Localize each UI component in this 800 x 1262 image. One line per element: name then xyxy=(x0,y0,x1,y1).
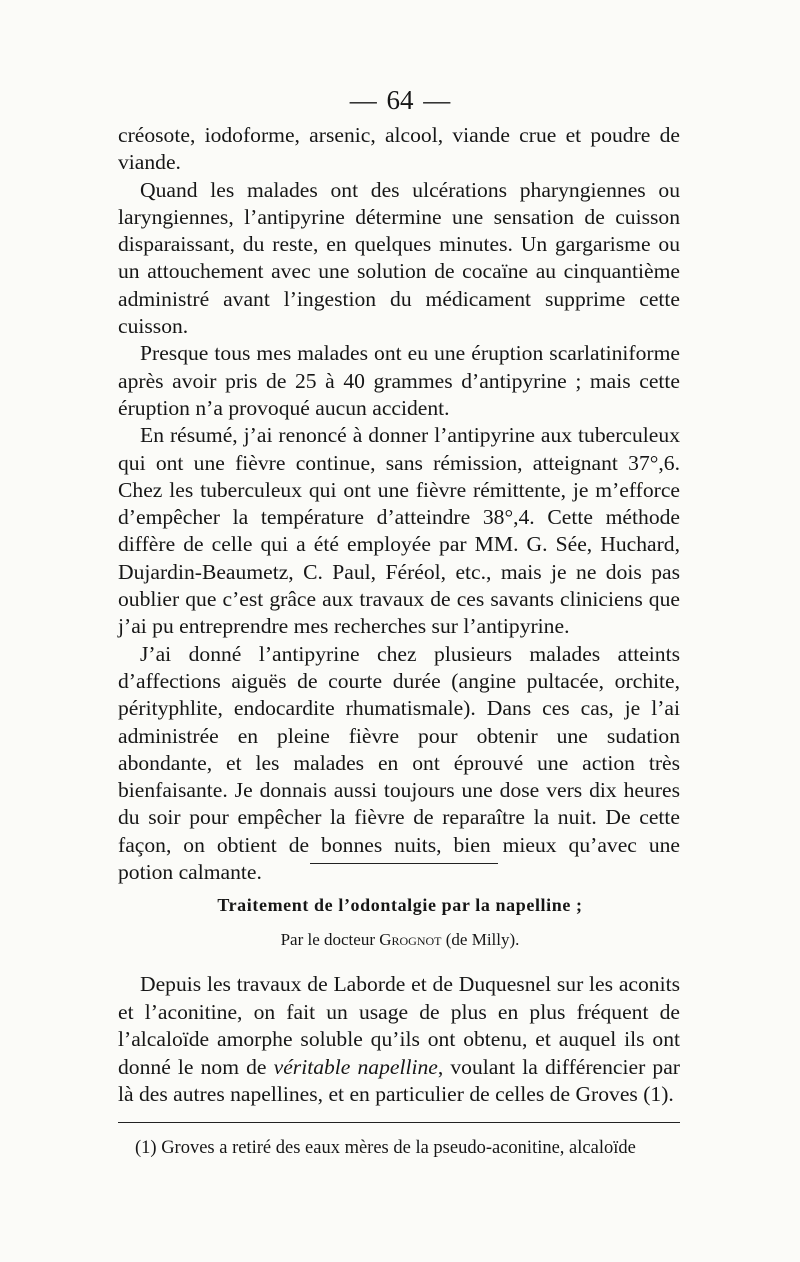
section-divider xyxy=(310,863,498,864)
paragraph-text: Depuis les travaux de Laborde et de Duquesnel sur les aconits et l’aconitine, on fait un usage de plus en plus fréquent de l’alcaloïde amorphe soluble qu’ils ont obtenu, et auquel ils ont donné le nom de xyxy=(118,972,680,1079)
paragraph: créosote, iodoforme, arsenic, alcool, viande crue et poudre de viande. xyxy=(118,123,680,175)
paragraph: Quand les malades ont des ulcérations pharyngiennes ou laryngiennes, l’antipyrine détermine une sensation de cuisson disparaissant, du reste, en quelques minutes. Un gargarisme ou un attouchement avec une solution de cocaïne au cinquantième administré avant l’ingestion du médicament supprime cette cuisson. xyxy=(118,177,680,339)
section-title: Traitement de l’odontalgie par la napelline ; xyxy=(217,895,583,915)
paragraph: En résumé, j’ai renoncé à donner l’antipyrine aux tuberculeux qui ont une fièvre continue, sans rémission, atteignant 37°,6. Chez les tuberculeux qui ont une fièvre rémittente, je m’efforce d’empêcher la température d’atteindre 38°,4. Cette méthode diffère de celle qui a été employée par MM. G. Sée, Huchard, Dujardin-Beaumetz, C. Paul, Féréol, etc., mais je ne dois pas oublier que c’est grâce aux travaux de ces savants cliniciens que j’ai pu entreprendre mes recherches sur l’antipyrine. xyxy=(118,423,680,639)
author-name: Grognot xyxy=(379,930,442,949)
paragraph: J’ai donné l’antipyrine chez plusieurs malades atteints d’affections aiguës de courte durée (angine pultacée, orchite, pérityphlite, endocardite rhumatismale). Dans ces cas, je l’ai administrée en pleine fièvre pour obtenir une sudation abondante, et les malades en ont éprouvé une action très bienfaisante. Je donnais aussi toujours une dose vers dix heures du soir pour empêcher la fièvre de reparaître la nuit. De cette façon, on obtient de bonnes nuits, bien mieux qu’avec une potion calmante. xyxy=(118,641,680,885)
paragraph xyxy=(118,971,680,1109)
footnote: (1) Groves a retiré des eaux mères de la pseudo-aconitine, alcaloïde xyxy=(135,1138,636,1158)
byline-suffix: (de Milly). xyxy=(441,930,520,949)
section-text xyxy=(118,971,680,1109)
footnote-divider xyxy=(118,1122,680,1123)
paragraph: Presque tous mes malades ont eu une éruption scarlatiniforme après avoir pris de 25 à 40 grammes d’antipyrine ; mais cette éruption n’a provoqué aucun accident. xyxy=(118,341,680,420)
byline-prefix: Par le docteur xyxy=(280,930,380,949)
page-number: — 64 — xyxy=(349,85,451,115)
italic-term: véritable napelline xyxy=(273,1054,438,1079)
body-text xyxy=(118,122,680,886)
paragraph-text: , voulant la différencier par là des autres napellines, et en particulier de celles de Groves (1). xyxy=(118,1054,680,1106)
byline xyxy=(0,928,800,952)
